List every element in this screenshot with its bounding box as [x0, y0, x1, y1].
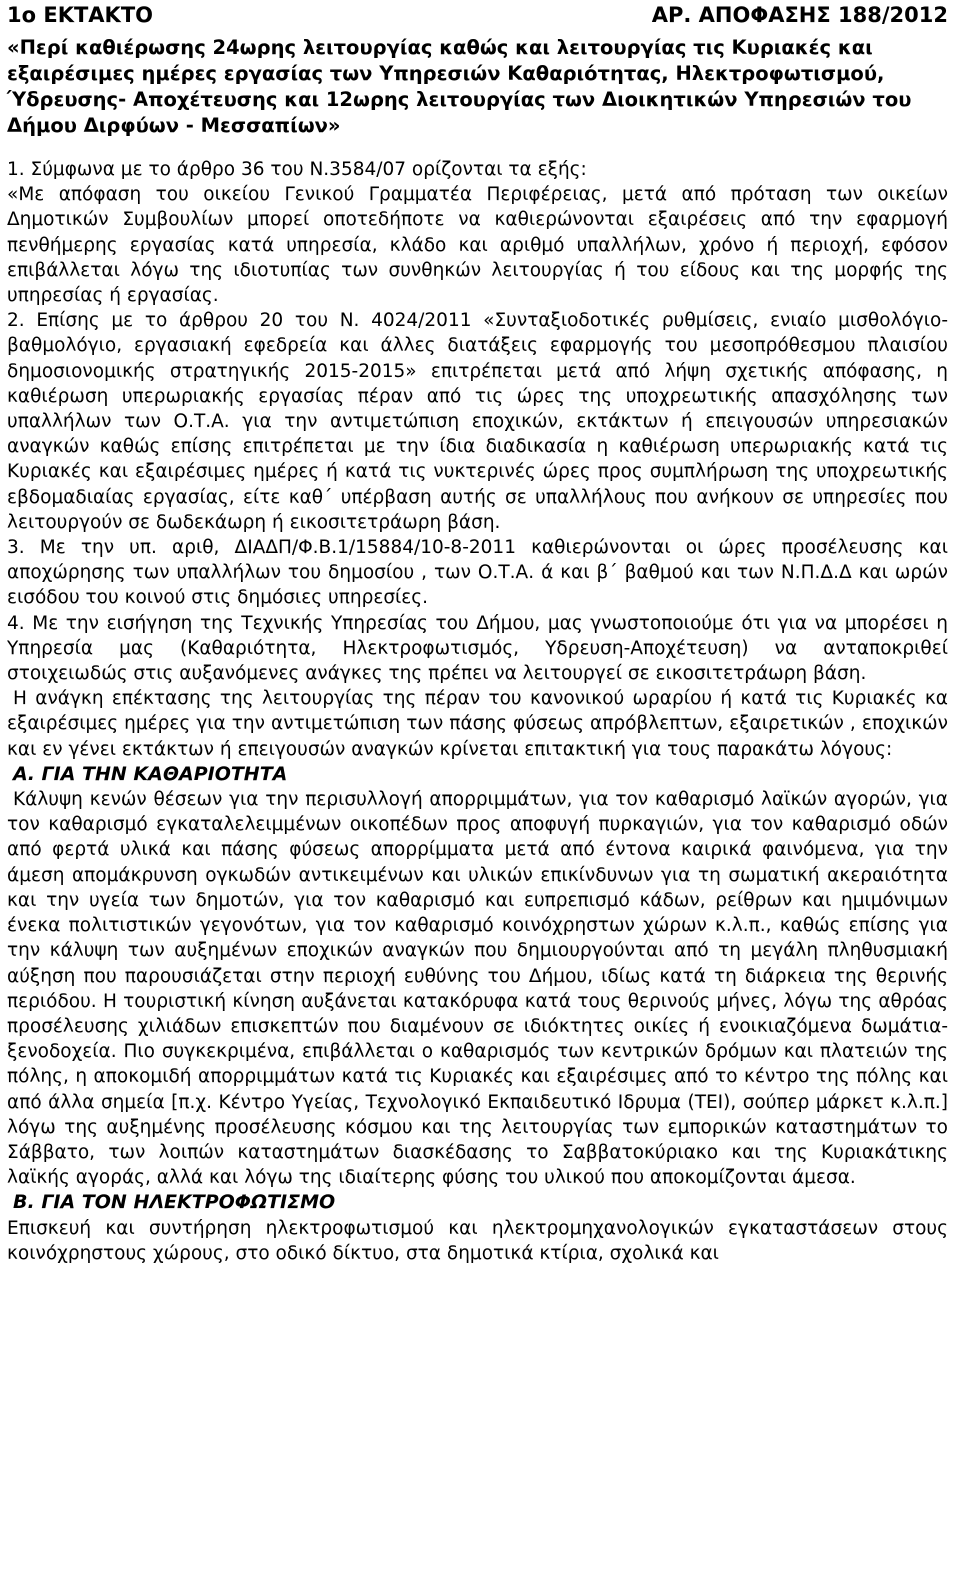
paragraph-quote: «Με απόφαση του οικείου Γενικού Γραμματέα Περιφέρειας, μετά από πρόταση των οικείων Δημοτικών Συμβουλίων μπορεί οποτεδήποτε να καθιερώνονται εξαιρέσεις από την εφαρμογή πενθήμερης εργασίας κατά υπηρεσία, κλάδο και αριθμό υπαλλήλων, χρόνο ή περιοχή, εφόσον επιβάλλεται λόγω της ιδιοτυπίας των συνθηκών λειτουργίας ή του είδους και της μορφής της υπηρεσίας ή εργασίας. — [7, 184, 948, 307]
paragraph-item-2: 2. Επίσης με το άρθρου 20 του Ν. 4024/2011 «Συνταξιοδοτικές ρυθμίσεις, ενιαίο μισθολόγιο-βαθμολόγιο, εργασιακή εφεδρεία και άλλες διατάξεις εφαρμογής του μεσοπρόθεσμου πλαισίου δημοσιονομικής στρατηγικής 2015-2015» επιτρέπεται μετά από λήψη σχετικής απόφασης, η καθιέρωση υπερωριακής εργασίας πέραν από τις ώρες της υποχρεωτικής απασχόλησης των υπαλλήλων των Ο.Τ.Α. για την αντιμετώπιση εποχικών, εκτάκτων ή επειγουσών υπηρεσιακών αναγκών καθώς επίσης επιτρέπεται με την ίδια διαδικασία η καθιέρωση υπερωριακής κατά τις Κυριακές και εξαιρέσιμες ημέρες ή κατά τις νυκτερινές ώρες προς συμπλήρωση της υποχρεωτικής εβδομαδιαίας εργασίας, είτε καθ΄ υπέρβαση αυτής σε υπαλλήλους που ανήκουν σε υπηρεσίες που λειτουργούν σε δωδεκάωρη ή εικοσιτετράωρη βάση. — [7, 310, 948, 533]
paragraph-item-4: 4. Με την εισήγηση της Τεχνικής Υπηρεσίας του Δήμου, μας γνωστοποιούμε ότι για να μπορέσει η Υπηρεσία μας (Καθαριότητα, Ηλεκτροφωτισμός, Υδρευση-Αποχέτευση) να ανταποκριθεί στοιχειωδώς στις αυξανόμενες ανάγκες της πρέπει να λειτουργεί σε εικοσιτετράωρη βάση. — [7, 612, 948, 685]
paragraph-need: Η ανάγκη επέκτασης της λειτουργίας της πέραν του κανονικού ωραρίου ή κατά τις Κυριακές κα εξαιρέσιμες ημέρες για την αντιμετώπιση των πάσης φύσεως απρόβλεπτων, εξαιρετικών , εποχικών και εν γένει εκτάκτων ή επειγουσών αναγκών κρίνεται επιτακτική για τους παρακάτω λόγους: — [7, 688, 948, 760]
document-header — [7, 0, 948, 30]
paragraph-item-1: 1. Σύμφωνα με το άρθρο 36 του Ν.3584/07 ορίζονται τα εξής: — [7, 159, 587, 180]
paragraph-item-3: 3. Με την υπ. αριθ, ΔΙΑΔΠ/Φ.Β.1/15884/10-8-2011 καθιερώνονται οι ώρες προσέλευσης και αποχώρησης των υπαλλήλων του δημοσίου , των Ο.Τ.Α. ά και β΄ βαθμού και των Ν.Π.Δ.Δ και ωρών εισόδου του κοινού στις δημόσιες υπηρεσίες. — [7, 537, 948, 609]
paragraph-lighting: Επισκευή και συντήρηση ηλεκτροφωτισμού και ηλεκτρομηχανολογικών εγκαταστάσεων στους κοινόχρηστους χώρους, στο οδικό δίκτυο, στα δημοτικά κτίρια, σχολικά και — [7, 1217, 948, 1264]
decision-number: ΑΡ. ΑΠΟΦΑΣΗΣ 188/2012 — [651, 3, 948, 27]
document-title: «Περί καθιέρωσης 24ωρης λειτουργίας καθώς και λειτουργίας τις Κυριακές και εξαιρέσιμες ημέρες εργασίας των Υπηρεσιών Καθαριότητας, Ηλεκτροφωτισμού, Ύδρευσης- Αποχέτευσης και 12ωρης λειτουργίας των Διοικητικών Υπηρεσιών του Δήμου Διρφύων - Μεσσαπίων» — [7, 36, 912, 137]
paragraph-cleaning: Κάλυψη κενών θέσεων για την περισυλλογή απορριμμάτων, για τον καθαρισμό λαϊκών αγορών, για τον καθαρισμό εγκαταλελειμμένων οικοπέδων προς αποφυγή πυρκαγιών, για τον καθαρισμό οδών από φερτά υλικά και πάσης φύσεως απορρίμματα μετά από έντονα καιρικά φαινόμενα, για την άμεση απομάκρυνση ογκωδών αντικειμένων και υλικών επικίνδυνων για τη σωματική ακεραιότητα και την υγεία των δημοτών, για τον καθαρισμό και ευπρεπισμό κάδων, ρείθρων και ημιμόνιμων ένεκα πολιτιστικών γεγονότων, για τον καθαρισμό κοινόχρηστων χώρων κ.λ.π., καθώς επίσης για την κάλυψη των αυξημένων εποχικών αναγκών που δημιουργούνται από τη μεγάλη πληθυσμιακή αύξηση που παρουσιάζεται στην περιοχή ευθύνης του Δήμου, ιδίως κατά τη διάρκεια της θερινής περιόδου. Η τουριστική κίνηση αυξάνεται κατακόρυφα κατά τους θερινούς μήνες, λόγω της αθρόας προσέλευσης χιλιάδων επισκεπτών που διαμένουν σε ιδιόκτητες οικίες ή ενοικιαζόμενα δωμάτια-ξενοδοχεία. Πιο συγκεκριμένα, επιβάλλεται ο καθαρισμός των κεντρικών δρόμων και πλατειών της πόλης, η αποκομιδή απορριμμάτων κατά τις Κυριακές και εξαιρέσιμες από το κέντρο της πόλης και από άλλα σημεία [π.χ. Κέντρο Υγείας, Τεχνολογικό Εκπαιδευτικό Ιδρυμα (ΤΕΙ), σούπερ μάρκετ κ.λ.π.] λόγω της αυξημένης προσέλευσης κόσμου και της λειτουργίας των εμπορικών καταστημάτων το Σάββατο, των λοιπών καταστημάτων διασκέδασης το Σαββατοκύριακο και της Κυριακάτικης λαϊκής αγοράς, αλλά και λόγω της ιδιαίτερης φύσης του υλικού που αποκομίζονται άμεσα. — [7, 789, 948, 1189]
section-heading-lighting: Β. ΓΙΑ ΤΟΝ ΗΛΕΚΤΡΟΦΩΤΙΣΜΟ — [13, 1191, 336, 1214]
section-heading-cleaning: Α. ΓΙΑ ΤΗΝ ΚΑΘΑΡΙΟΤΗΤΑ — [13, 762, 288, 785]
edition-label: 1ο ΕΚΤΑΚΤΟ — [7, 3, 153, 27]
